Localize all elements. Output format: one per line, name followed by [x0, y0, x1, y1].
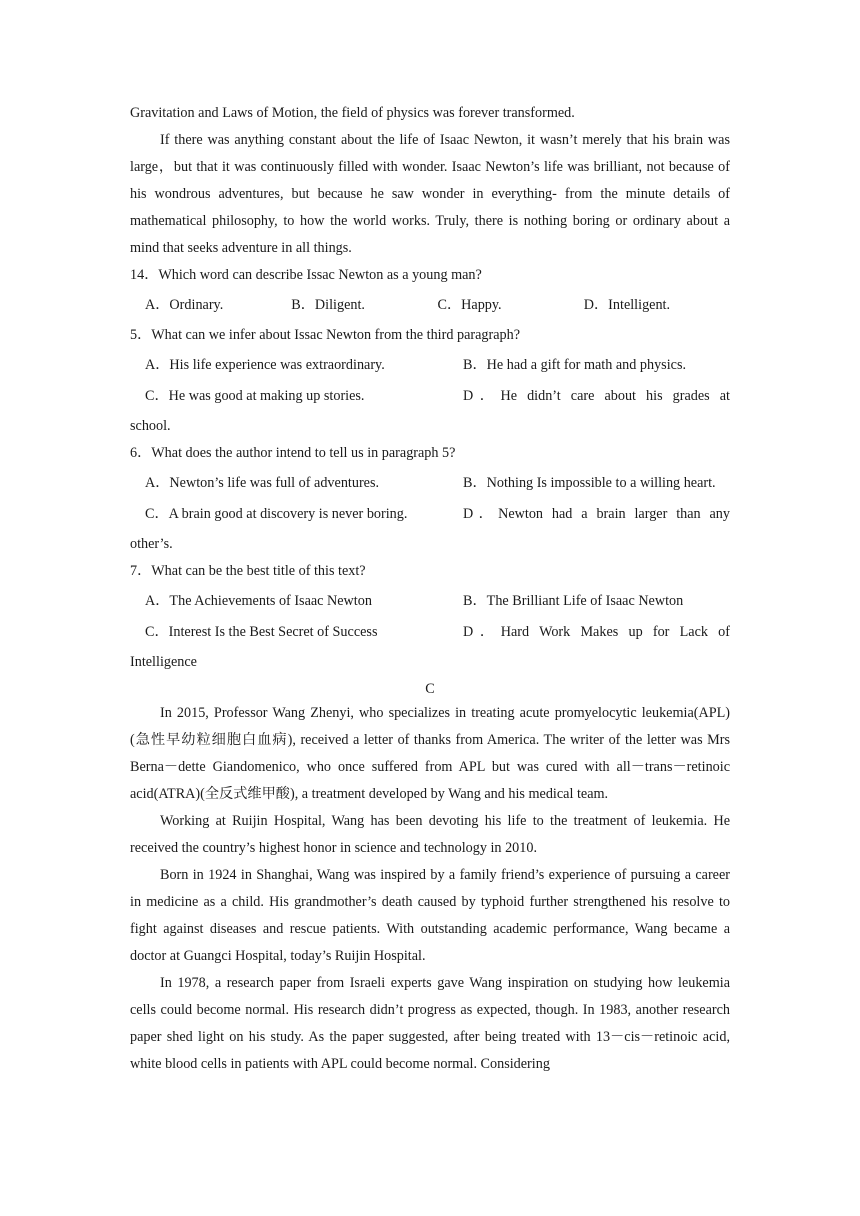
option-d: D．Hard Work Makes up for Lack of [463, 624, 730, 640]
option-d: D．Intelligent. [583, 297, 671, 313]
options-row [145, 618, 730, 647]
option-continuation: Intelligence [130, 654, 197, 670]
option-continuation: other’s. [130, 536, 173, 552]
option-a: A．Newton’s life was full of adventures. [145, 475, 380, 491]
option-b: B．Diligent. [291, 297, 365, 313]
option-b: B．Nothing Is impossible to a willing heart. [463, 475, 716, 491]
option-a: A．Ordinary. [145, 297, 224, 313]
option-d: D．Newton had a brain larger than any [463, 506, 730, 522]
passage-c-paragraph: Working at Ruijin Hospital, Wang has been devoting his life to the treatment of leukemia. He received the country’s highest honor in science and technology in 2010. [130, 813, 730, 856]
options-row [145, 500, 730, 529]
option-c: C．He was good at making up stories. [145, 388, 365, 404]
question-stem: 7．What can be the best title of this text? [130, 563, 366, 579]
passage-c-paragraph: In 1978, a research paper from Israeli experts gave Wang inspiration on studying how leukemia cells could become normal. His research didn’t progress as expected, though. In 1983, another research paper shed light on his study. As the paper suggested, after being treated with 13－cis－retinoic acid, white blood cells in patients with APL could become normal. Considering [130, 975, 730, 1072]
option-b: B．He had a gift for math and physics. [463, 357, 687, 373]
passage-b-paragraph-tail: Gravitation and Laws of Motion, the field of physics was forever transformed. [130, 105, 575, 121]
option-c: C．A brain good at discovery is never boring. [145, 506, 408, 522]
passage-c-paragraph: Born in 1924 in Shanghai, Wang was inspired by a family friend’s experience of pursuing a career in medicine as a child. His grandmother’s death caused by typhoid further strengthened his resolve to fight against diseases and rescue patients. With outstanding academic performance, Wang became a doctor at Guangci Hospital, today’s Ruijin Hospital. [130, 867, 730, 964]
passage-b-paragraph: If there was anything constant about the life of Isaac Newton, it wasn’t merely that his brain was large，but that it was continuously filled with wonder. Isaac Newton’s life was brilliant, not because of his wondrous adventures, but because he saw wonder in everything- from the minute details of mathematical philosophy, to how the world works. Truly, there is nothing boring or ordinary about a mind that seeks adventure in all things. [130, 132, 730, 256]
options-row [145, 587, 730, 616]
question-stem: 6．What does the author intend to tell us in paragraph 5? [130, 445, 456, 461]
options-row [145, 291, 730, 320]
option-c: C．Interest Is the Best Secret of Success [145, 624, 378, 640]
option-c: C．Happy. [437, 297, 502, 313]
document-page [130, 100, 730, 1078]
option-a: A．The Achievements of Isaac Newton [145, 593, 372, 609]
options-row [145, 382, 730, 411]
options-row [145, 469, 730, 498]
options-row [145, 351, 730, 380]
option-d: D．He didn’t care about his grades at [463, 388, 730, 404]
question-stem: 5．What can we infer about Issac Newton from the third paragraph? [130, 327, 521, 343]
passage-c-paragraph: In 2015, Professor Wang Zhenyi, who specializes in treating acute promyelocytic leukemia(APL)(急性早幼粒细胞白血病), received a letter of thanks from America. The writer of the letter was Mrs Berna－dette Giandomenico, who once suffered from APL but was cured with all－trans－retinoic acid(ATRA)(全反式维甲酸), a treatment developed by Wang and his medical team. [130, 705, 730, 802]
option-b: B．The Brilliant Life of Isaac Newton [463, 593, 684, 609]
section-label: C [425, 681, 435, 697]
option-continuation: school. [130, 418, 171, 434]
question-stem: 14．Which word can describe Issac Newton as a young man? [130, 267, 482, 283]
option-a: A．His life experience was extraordinary. [145, 357, 385, 373]
